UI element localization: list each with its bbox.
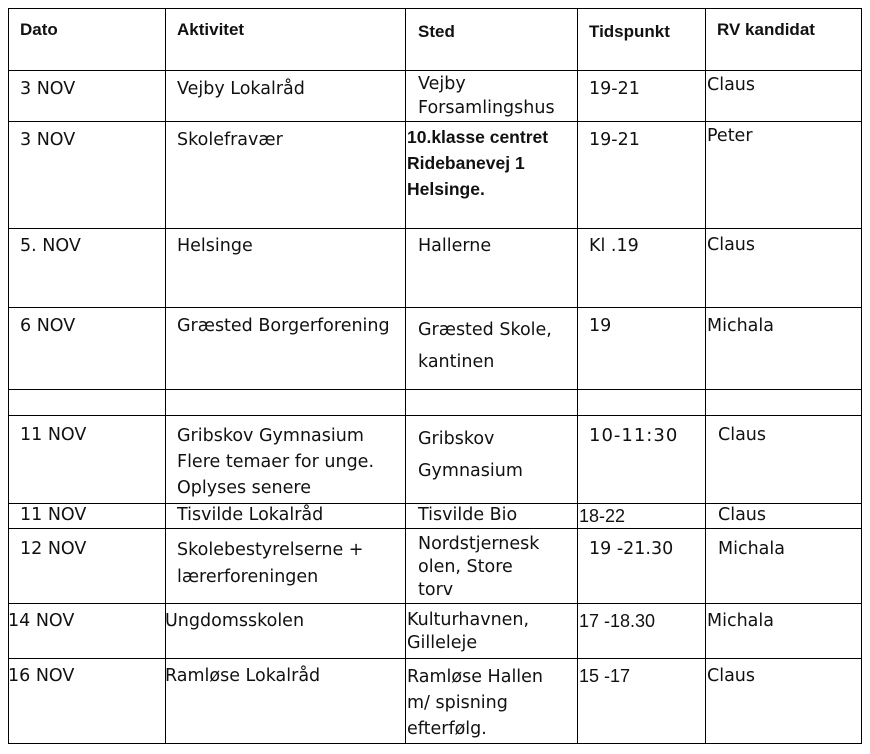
header-kandidat: RV kandidat bbox=[717, 20, 815, 39]
header-aktivitet: Aktivitet bbox=[177, 20, 245, 39]
table-cell-sted: Græsted Skole, kantinen bbox=[418, 320, 552, 372]
table-cell-sted: Nordstjernesk olen, Store torv bbox=[418, 534, 540, 600]
table-cell-tid: 19-21 bbox=[589, 130, 640, 150]
table-cell-sted: Vejby Forsamlingshus bbox=[418, 74, 555, 118]
table-cell-tid: 15 -17 bbox=[579, 666, 631, 686]
table-cell-aktivitet: Ungdomsskolen bbox=[165, 611, 305, 631]
table-cell-aktivitet: Græsted Borgerforening bbox=[177, 316, 390, 336]
table-cell-dato: 11 NOV bbox=[20, 505, 87, 525]
table-cell-dato: 14 NOV bbox=[8, 611, 75, 631]
header-sted: Sted bbox=[418, 22, 455, 41]
table-cell-dato: 3 NOV bbox=[20, 130, 76, 150]
table-cell-kandidat: Michala bbox=[707, 316, 774, 336]
table-cell-kandidat: Peter bbox=[707, 126, 753, 146]
table-cell-kandidat: Claus bbox=[707, 666, 756, 686]
table-cell-kandidat: Claus bbox=[718, 505, 767, 525]
table-cell-kandidat: Claus bbox=[707, 75, 756, 95]
table-cell-kandidat: Claus bbox=[718, 425, 767, 445]
table-cell-tid: 19 -21.30 bbox=[589, 539, 674, 559]
table-cell-dato: 12 NOV bbox=[20, 539, 87, 559]
table-cell-tid: 19-21 bbox=[589, 79, 640, 99]
table-cell-sted: Ramløse Hallen m/ spisning efterfølg. bbox=[407, 667, 544, 739]
table-cell-tid: Kl .19 bbox=[589, 236, 639, 256]
table-cell-tid: 17 -18.30 bbox=[579, 611, 656, 631]
table-cell-aktivitet: Vejby Lokalråd bbox=[177, 79, 305, 99]
table-cell-aktivitet: Skolebestyrelserne + lærerforeningen bbox=[177, 540, 364, 587]
table-cell-aktivitet: Gribskov Gymnasium Flere temaer for unge. Oplyses senere bbox=[177, 426, 375, 498]
table-cell-aktivitet: Helsinge bbox=[177, 236, 253, 256]
table-cell-dato: 5. NOV bbox=[20, 236, 81, 256]
table-cell-sted: Tisvilde Bio bbox=[418, 505, 518, 525]
header-tidspunkt: Tidspunkt bbox=[589, 22, 670, 41]
table-cell-kandidat: Michala bbox=[707, 611, 774, 631]
table-cell-dato: 3 NOV bbox=[20, 79, 76, 99]
table-cell-sted: Gribskov Gymnasium bbox=[418, 429, 523, 481]
table-cell-tid: 19 bbox=[589, 316, 612, 336]
table-cell-dato: 16 NOV bbox=[8, 666, 75, 686]
table-cell-dato: 11 NOV bbox=[20, 425, 87, 445]
table-cell-sted: Hallerne bbox=[418, 236, 492, 256]
table-cell-aktivitet: Tisvilde Lokalråd bbox=[177, 505, 324, 525]
table-cell-kandidat: Michala bbox=[718, 539, 785, 559]
table-cell-tid: 10-11:30 bbox=[589, 425, 679, 446]
table-cell-dato: 6 NOV bbox=[20, 316, 76, 336]
table-cell-aktivitet: Skolefravær bbox=[177, 130, 283, 150]
table-cell-aktivitet: Ramløse Lokalråd bbox=[165, 666, 321, 686]
header-dato: Dato bbox=[20, 20, 58, 39]
table-cell-kandidat: Claus bbox=[707, 235, 756, 255]
table-cell-sted: 10.klasse centret Ridebanevej 1 Helsinge. bbox=[407, 127, 549, 199]
table-cell-sted: Kulturhavnen, Gilleleje bbox=[407, 610, 530, 653]
table-cell-tid: 18-22 bbox=[579, 506, 626, 526]
